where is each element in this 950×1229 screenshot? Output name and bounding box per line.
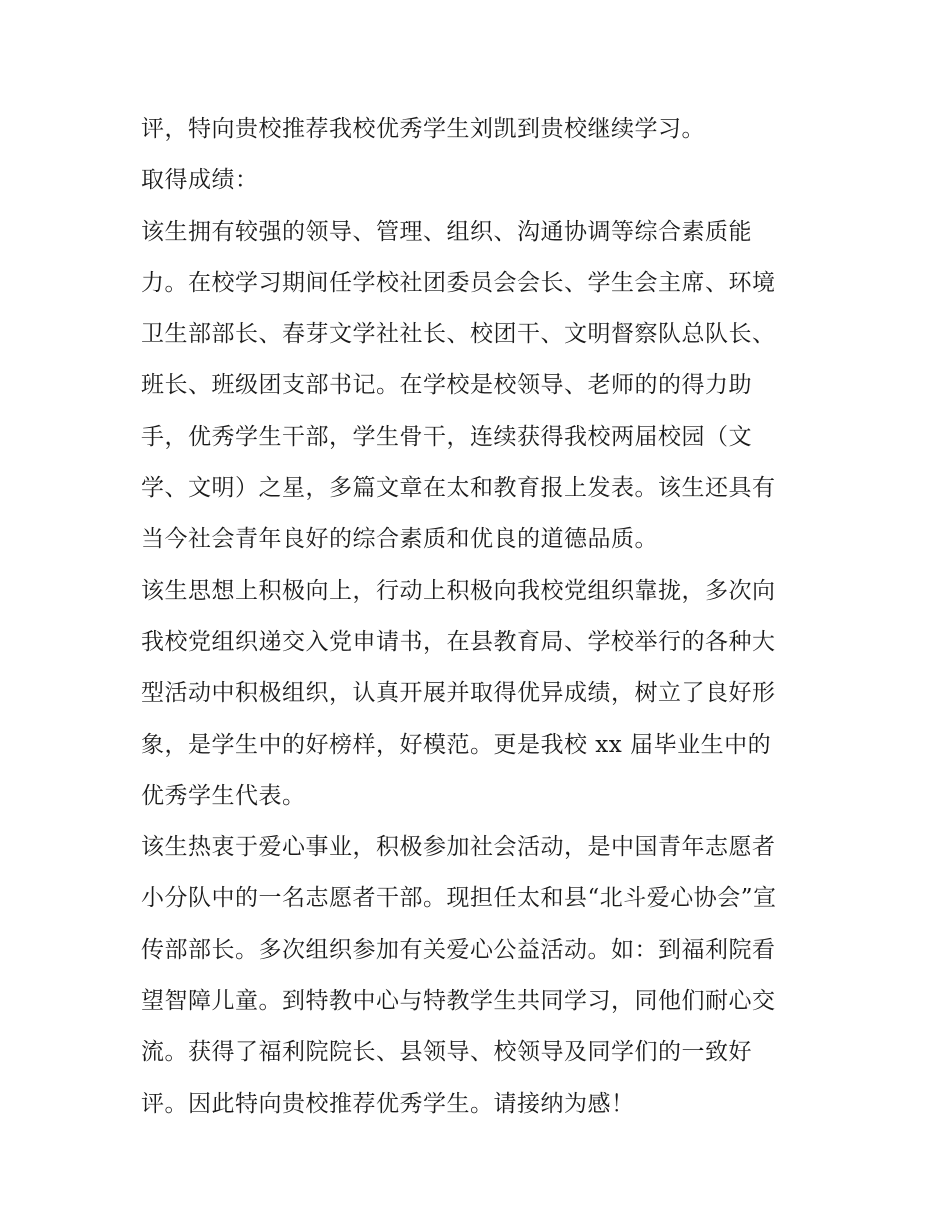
text-line-4: 力。在校学习期间任学校社团委员会会长、学生会主席、环境: [141, 269, 776, 296]
text-line-7: 手，优秀学生干部，学生骨干，连续获得我校两届校园（文: [141, 423, 752, 450]
text-line-16: 小分队中的一名志愿者干部。现担任太和县“北斗爱心协会”宣: [141, 885, 777, 912]
text-line-18: 望智障儿童。到特教中心与特教学生共同学习，同他们耐心交: [141, 988, 776, 1015]
text-line-6: 班长、班级团支部书记。在学校是校领导、老师的的得力助: [141, 372, 752, 399]
text-line-8: 学、文明）之星，多篇文章在太和教育报上发表。该生还具有: [141, 475, 776, 502]
text-line-3: 该生拥有较强的领导、管理、组织、沟通协调等综合素质能: [141, 218, 752, 245]
text-line-17: 传部部长。多次组织参加有关爱心公益活动。如：到福利院看: [141, 936, 776, 963]
section-heading-achievements: 取得成绩：: [141, 167, 259, 194]
text-line-1: 评，特向贵校推荐我校优秀学生刘凯到贵校继续学习。: [141, 116, 705, 142]
text-line-10: 该生思想上积极向上，行动上积极向我校党组织靠拢，多次向: [141, 577, 776, 604]
text-line-9: 当今社会青年良好的综合素质和优良的道德品质。: [141, 526, 658, 553]
recommendation-letter-body: [141, 106, 831, 1132]
text-line-20: 评。因此特向贵校推荐优秀学生。请接纳为感！: [141, 1090, 635, 1117]
text-line-13: 象，是学生中的好榜样，好模范。更是我校 xx 届毕业生中的: [141, 731, 772, 758]
text-line-11: 我校党组织递交入党申请书，在县教育局、学校举行的各种大: [141, 628, 776, 655]
text-line-14: 优秀学生代表。: [141, 782, 306, 809]
text-line-15: 该生热衷于爱心事业，积极参加社会活动，是中国青年志愿者: [141, 834, 776, 861]
text-line-12: 型活动中积极组织，认真开展并取得优异成绩，树立了良好形: [141, 680, 776, 707]
text-line-19: 流。获得了福利院院长、县领导、校领导及同学们的一致好: [141, 1039, 752, 1066]
text-line-5: 卫生部部长、春芽文学社社长、校团干、文明督察队总队长、: [141, 321, 776, 348]
